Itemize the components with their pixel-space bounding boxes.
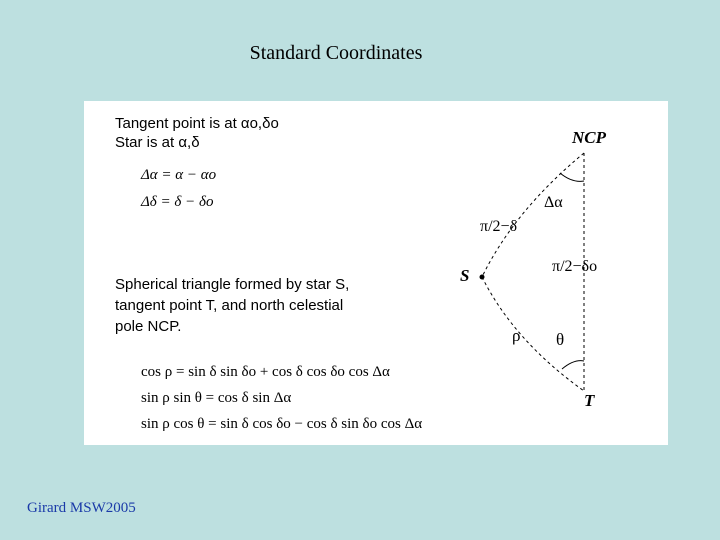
delta-alpha-label: Δα (544, 194, 563, 211)
slide-title: Standard Coordinates (249, 42, 423, 64)
triangle-description-line1: Spherical triangle formed by star S, (115, 276, 350, 293)
content-panel (84, 101, 668, 445)
star-point (480, 275, 485, 280)
sine-rule-equation: sin ρ sin θ = cos δ sin Δα (141, 390, 292, 406)
rho-label: ρ (512, 326, 521, 345)
pi-half-minus-delta0-label: π/2−δo (552, 258, 598, 275)
pi-half-minus-delta-label: π/2−δ (480, 218, 518, 235)
delta-delta-equation: Δδ = δ − δo (141, 194, 214, 210)
tangent-point-label: T (584, 391, 595, 410)
triangle-description-line3: pole NCP. (115, 318, 182, 335)
cosine-rule-equation: cos ρ = sin δ sin δo + cos δ cos δo cos Δα (141, 364, 390, 380)
star-label: S (460, 266, 470, 285)
delta-alpha-angle-arc (560, 173, 584, 181)
footer-author: Girard MSW2005 (27, 500, 136, 516)
theta-angle-arc (562, 361, 584, 369)
ncp-label: NCP (572, 128, 606, 147)
triangle-description-line2: tangent point T, and north celestial (115, 297, 344, 314)
spherical-triangle-diagram (84, 101, 668, 445)
star-position-text: Star is at α,δ (115, 134, 200, 151)
s-t-side (482, 277, 584, 391)
tangent-point-text: Tangent point is at αo,δo (115, 115, 279, 132)
delta-alpha-equation: Δα = α − αo (141, 167, 217, 183)
theta-label: θ (556, 330, 565, 349)
five-part-rule-equation: sin ρ cos θ = sin δ cos δo − cos δ sin δo cos Δα (141, 416, 423, 432)
